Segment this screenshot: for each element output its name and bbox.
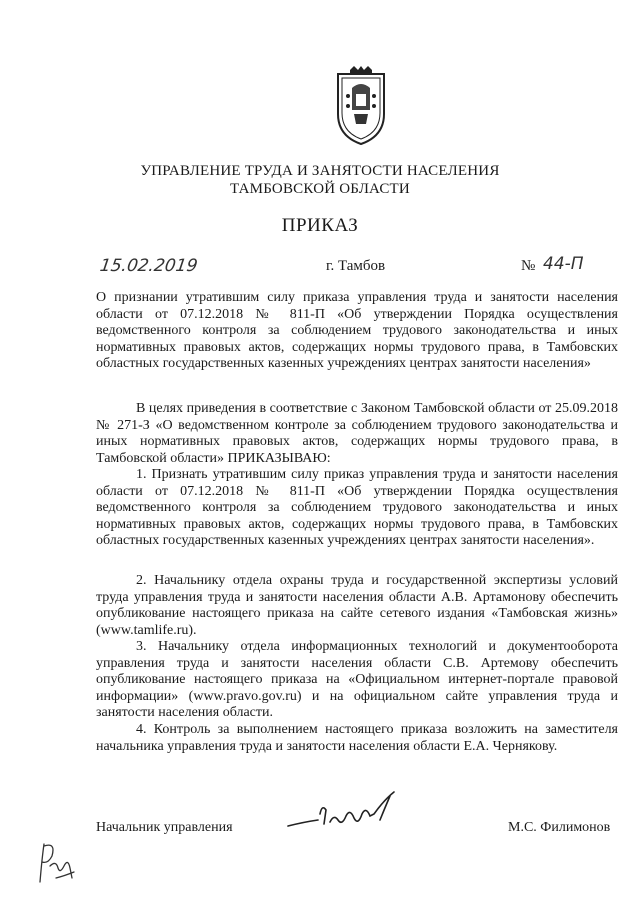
signatory-role: Начальник управления	[96, 820, 233, 835]
preamble-paragraph: В целях приведения в соответствие с Законом Тамбовской области от 25.09.2018 № 271-З «О ведомственном контроле за соблюдением трудового законодательства и иных нормативных правовых актов, содержащих нормы трудового права, в Тамбовской области» ПРИКАЗЫВАЮ:	[96, 401, 618, 466]
order-item-3: 3. Начальнику отдела информационных технологий и документооборота управления труда и занятости населения области С.В. Артемову обеспечить опубликование настоящего приказа на «Официальном интернет-портале правовой информации» (www.pravo.gov.ru) и на официальном сайте управления труда и занятости населения области.	[96, 639, 618, 721]
organization-name-line1: УПРАВЛЕНИЕ ТРУДА И ЗАНЯТОСТИ НАСЕЛЕНИЯ	[140, 163, 500, 179]
document-city: г. Тамбов	[326, 258, 386, 274]
number-label: №	[521, 258, 536, 274]
coat-of-arms-icon	[332, 66, 390, 146]
handwritten-signature-icon	[284, 786, 414, 836]
order-item-2: 2. Начальнику отдела охраны труда и государственной экспертизы условий труда управления труда и занятости населения области А.В. Артамонову обеспечить опубликование настоящего приказа на сайте сетевого издания «Тамбовская жизнь» (www.tamlife.ru).	[96, 573, 618, 638]
order-item-1: 1. Признать утратившим силу приказ управления труда и занятости населения области от 07.12.2018 № 811-П «Об утверждении Порядка осуществления ведомственного контроля за соблюдением трудового законодательства и иных нормативных правовых актов, содержащих нормы трудового права, в Тамбовских областных государственных казенных учреждениях центрах занятости населения».	[96, 467, 618, 549]
document-date: 15.02.2019	[98, 256, 199, 276]
document-subject: О признании утратившим силу приказа управления труда и занятости населения области от 07.12.2018 № 811-П «Об утверждении Порядка осуществления ведомственного контроля за соблюдением трудового законодательства и иных нормативных правовых актов, содержащих нормы трудового права, в Тамбовских областных государственных казенных учреждениях центрах занятости населения»	[96, 290, 618, 372]
organization-name-line2: ТАМБОВСКОЙ ОБЛАСТИ	[230, 181, 410, 197]
document-title: ПРИКАЗ	[281, 215, 359, 236]
handwritten-initials-icon	[34, 838, 78, 886]
signatory-name: М.С. Филимонов	[508, 820, 611, 835]
order-item-4: 4. Контроль за выполнением настоящего приказа возложить на заместителя начальника управления труда и занятости населения области Е.А. Чернякову.	[96, 722, 618, 754]
document-number: 44-П	[543, 254, 584, 274]
